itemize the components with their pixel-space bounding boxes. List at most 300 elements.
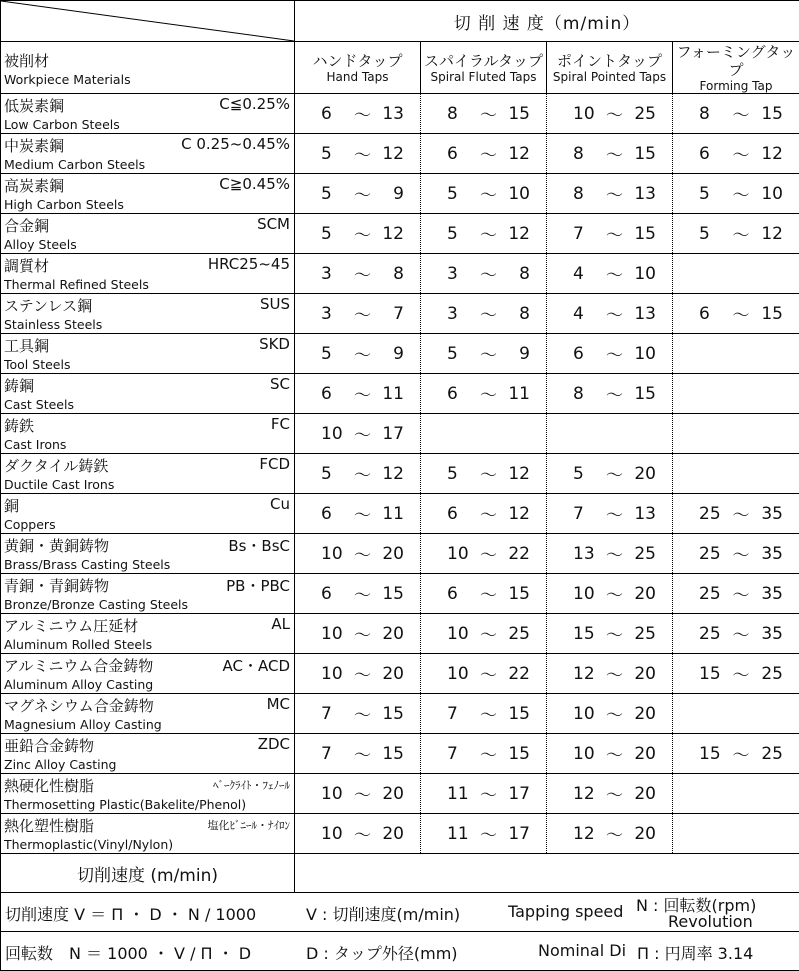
material-name-en: Zinc Alloy Casting xyxy=(4,757,116,772)
speed-max: 35 xyxy=(761,584,783,604)
range-tilde: ～ xyxy=(479,261,499,286)
material-name-jp: 鋳鋼 xyxy=(4,375,34,396)
speed-cell xyxy=(673,134,799,174)
speed-max: 12 xyxy=(508,144,530,164)
material-name-jp: 熱硬化性樹脂 xyxy=(4,775,94,796)
speed-min: 12 xyxy=(573,824,595,844)
speed-cell xyxy=(421,694,547,734)
range-tilde: ～ xyxy=(731,221,751,246)
material-cell xyxy=(1,134,295,174)
speed-min: 8 xyxy=(573,144,595,164)
range-tilde: ～ xyxy=(731,581,751,606)
speed-max: 12 xyxy=(508,464,530,484)
speed-min: 6 xyxy=(447,384,469,404)
material-name-en: Thermoplastic(Vinyl/Nylon) xyxy=(4,837,173,852)
speed-min: 10 xyxy=(447,664,469,684)
speed-cell xyxy=(295,374,421,414)
speed-max: 35 xyxy=(761,544,783,564)
material-name-en: Alloy Steels xyxy=(4,237,77,252)
speed-cell xyxy=(295,454,421,494)
range-tilde: ～ xyxy=(353,341,373,366)
speed-cell xyxy=(547,574,673,614)
speed-cell xyxy=(547,734,673,774)
speed-max: 15 xyxy=(508,104,530,124)
speed-cell xyxy=(421,614,547,654)
speed-min: 7 xyxy=(447,704,469,724)
range-tilde: ～ xyxy=(353,821,373,846)
range-tilde: ～ xyxy=(479,341,499,366)
speed-max: 15 xyxy=(761,304,783,324)
material-code: SCM xyxy=(257,215,290,233)
range-tilde: ～ xyxy=(353,781,373,806)
speed-max: 22 xyxy=(508,544,530,564)
speed-min: 5 xyxy=(321,224,343,244)
range-tilde: ～ xyxy=(731,741,751,766)
material-name-jp: 熱化塑性樹脂 xyxy=(4,815,94,836)
speed-min: 5 xyxy=(321,184,343,204)
speed-cell xyxy=(673,654,799,694)
material-cell xyxy=(1,734,295,774)
speed-cell xyxy=(295,214,421,254)
speed-max: 20 xyxy=(382,824,404,844)
material-code: AL xyxy=(271,615,290,633)
material-name-jp: 工具鋼 xyxy=(4,335,49,356)
range-tilde: ～ xyxy=(479,301,499,326)
material-name-jp: マグネシウム合金鋳物 xyxy=(4,695,154,716)
formula-revolution: Revolution xyxy=(668,912,753,931)
range-tilde: ～ xyxy=(353,541,373,566)
material-name-jp: ダクタイル鋳鉄 xyxy=(4,455,108,476)
speed-min: 15 xyxy=(573,624,595,644)
speed-max: 20 xyxy=(634,704,656,724)
speed-cell xyxy=(295,534,421,574)
range-tilde: ～ xyxy=(479,581,499,606)
range-tilde: ～ xyxy=(605,261,625,286)
table-row xyxy=(1,814,799,854)
speed-cell xyxy=(421,334,547,374)
speed-max: 13 xyxy=(634,304,656,324)
material-header-en: Workpiece Materials xyxy=(4,72,131,87)
speed-min: 10 xyxy=(447,544,469,564)
speed-min: 5 xyxy=(321,144,343,164)
speed-cell xyxy=(673,534,799,574)
material-name-en: Stainless Steels xyxy=(4,317,102,332)
speed-max: 11 xyxy=(382,504,404,524)
range-tilde: ～ xyxy=(479,821,499,846)
range-tilde: ～ xyxy=(731,661,751,686)
speed-max: 25 xyxy=(761,744,783,764)
column-header-jp: ポイントタップ xyxy=(547,52,672,70)
range-tilde: ～ xyxy=(353,501,373,526)
speed-max: 11 xyxy=(382,384,404,404)
speed-cell xyxy=(673,734,799,774)
material-name-jp: 亜鉛合金鋳物 xyxy=(4,735,94,756)
table-row xyxy=(1,374,799,414)
range-tilde: ～ xyxy=(605,621,625,646)
speed-max: 15 xyxy=(508,744,530,764)
range-tilde: ～ xyxy=(731,101,751,126)
speed-cell xyxy=(673,374,799,414)
material-cell xyxy=(1,534,295,574)
table-row xyxy=(1,694,799,734)
speed-cell xyxy=(547,214,673,254)
material-name-en: Medium Carbon Steels xyxy=(4,157,145,172)
column-header-2 xyxy=(421,42,547,94)
speed-max: 15 xyxy=(634,384,656,404)
speed-cell xyxy=(673,814,799,854)
speed-min: 3 xyxy=(321,264,343,284)
range-tilde: ～ xyxy=(353,741,373,766)
range-tilde: ～ xyxy=(479,221,499,246)
speed-min: 10 xyxy=(573,584,595,604)
speed-min: 15 xyxy=(699,664,721,684)
speed-min: 5 xyxy=(321,344,343,364)
speed-cell xyxy=(673,254,799,294)
speed-max: 13 xyxy=(634,184,656,204)
range-tilde: ～ xyxy=(479,701,499,726)
material-code: PB・PBC xyxy=(226,575,290,596)
speed-min: 11 xyxy=(447,784,469,804)
speed-max: 9 xyxy=(382,344,404,364)
speed-cell xyxy=(421,414,547,454)
table-row xyxy=(1,574,799,614)
speed-cell xyxy=(421,94,547,134)
material-cell xyxy=(1,214,295,254)
range-tilde: ～ xyxy=(353,381,373,406)
speed-cell xyxy=(421,654,547,694)
range-tilde: ～ xyxy=(605,381,625,406)
speed-max: 12 xyxy=(382,464,404,484)
speed-min: 6 xyxy=(573,344,595,364)
material-code: FC xyxy=(271,415,290,433)
formula-cell-1 xyxy=(1,893,799,932)
range-tilde: ～ xyxy=(479,461,499,486)
material-name-jp: 黄銅・黄銅鋳物 xyxy=(4,535,109,556)
speed-cell xyxy=(295,694,421,734)
range-tilde: ～ xyxy=(731,621,751,646)
formula-v-def: V : 切削速度(m/min) xyxy=(306,902,460,925)
speed-cell xyxy=(547,94,673,134)
speed-min: 5 xyxy=(573,464,595,484)
range-tilde: ～ xyxy=(605,661,625,686)
speed-max: 13 xyxy=(634,504,656,524)
speed-max: 20 xyxy=(382,784,404,804)
table-row xyxy=(1,134,799,174)
speed-cell xyxy=(295,94,421,134)
speed-min: 8 xyxy=(447,104,469,124)
range-tilde: ～ xyxy=(605,141,625,166)
formula-row-1 xyxy=(1,893,799,932)
material-code: ﾍﾞｰｸﾗｲﾄ・ﾌｪﾉｰﾙ xyxy=(213,777,290,793)
speed-cell xyxy=(547,294,673,334)
material-cell xyxy=(1,94,295,134)
speed-max: 15 xyxy=(761,104,783,124)
speed-cell xyxy=(673,174,799,214)
speed-max: 15 xyxy=(382,584,404,604)
speed-cell xyxy=(673,614,799,654)
speed-cell xyxy=(295,134,421,174)
range-tilde: ～ xyxy=(479,101,499,126)
speed-min: 6 xyxy=(447,584,469,604)
speed-max: 8 xyxy=(382,264,404,284)
speed-min: 12 xyxy=(573,664,595,684)
speed-max: 12 xyxy=(382,144,404,164)
table-row xyxy=(1,254,799,294)
range-tilde: ～ xyxy=(731,501,751,526)
speed-max: 20 xyxy=(382,624,404,644)
column-header-en: Spiral Fluted Taps xyxy=(421,70,546,84)
range-tilde: ～ xyxy=(353,181,373,206)
material-name-jp: アルミニウム圧延材 xyxy=(4,615,138,636)
speed-min: 5 xyxy=(447,464,469,484)
speed-max: 10 xyxy=(761,184,783,204)
speed-cell xyxy=(421,254,547,294)
speed-min: 11 xyxy=(447,824,469,844)
range-tilde: ～ xyxy=(353,221,373,246)
speed-cell xyxy=(295,494,421,534)
column-header-jp: スパイラルタップ xyxy=(421,52,546,70)
diagonal-corner-cell xyxy=(1,1,295,42)
speed-min: 6 xyxy=(699,304,721,324)
speed-cell xyxy=(547,494,673,534)
footer-label: 切削速度 (m/min) xyxy=(1,854,295,893)
speed-cell xyxy=(673,94,799,134)
speed-cell xyxy=(421,174,547,214)
speed-min: 10 xyxy=(321,664,343,684)
speed-cell xyxy=(421,814,547,854)
range-tilde: ～ xyxy=(353,621,373,646)
speed-cell xyxy=(421,294,547,334)
formula-speed: 切削速度 V ＝ Π ・ D ・ N / 1000 xyxy=(5,902,256,925)
speed-min: 5 xyxy=(321,464,343,484)
column-header-3 xyxy=(547,42,673,94)
footer-empty-cell xyxy=(295,854,799,893)
material-code: C 0.25~0.45% xyxy=(181,135,290,153)
material-cell xyxy=(1,174,295,214)
material-code: SC xyxy=(270,375,290,393)
speed-max: 20 xyxy=(634,464,656,484)
speed-max: 25 xyxy=(634,104,656,124)
table-row xyxy=(1,774,799,814)
speed-max: 12 xyxy=(761,224,783,244)
speed-max: 10 xyxy=(508,184,530,204)
speed-max: 20 xyxy=(382,544,404,564)
speed-min: 13 xyxy=(573,544,595,564)
speed-cell xyxy=(673,574,799,614)
speed-cell xyxy=(295,654,421,694)
material-code: C≦0.25% xyxy=(219,95,290,113)
speed-max: 25 xyxy=(508,624,530,644)
speed-cell xyxy=(547,174,673,214)
speed-cell xyxy=(421,494,547,534)
speed-max: 25 xyxy=(761,664,783,684)
material-cell xyxy=(1,414,295,454)
material-cell xyxy=(1,334,295,374)
speed-min: 8 xyxy=(573,184,595,204)
speed-cell xyxy=(547,254,673,294)
speed-max: 15 xyxy=(382,704,404,724)
range-tilde: ～ xyxy=(353,661,373,686)
speed-max: 20 xyxy=(634,784,656,804)
speed-min: 4 xyxy=(573,264,595,284)
speed-max: 20 xyxy=(634,584,656,604)
range-tilde: ～ xyxy=(605,821,625,846)
material-cell xyxy=(1,374,295,414)
speed-min: 25 xyxy=(699,504,721,524)
material-code: AC・ACD xyxy=(223,655,291,676)
column-header-jp: ハンドタップ xyxy=(295,52,420,70)
speed-cell xyxy=(547,134,673,174)
speed-cell xyxy=(421,734,547,774)
speed-max: 9 xyxy=(382,184,404,204)
speed-cell xyxy=(295,294,421,334)
material-name-jp: 高炭素鋼 xyxy=(4,175,64,196)
table-row xyxy=(1,334,799,374)
material-name-jp: アルミニウム合金鋳物 xyxy=(4,655,153,676)
speed-min: 7 xyxy=(321,704,343,724)
range-tilde: ～ xyxy=(731,541,751,566)
speed-cell xyxy=(673,414,799,454)
range-tilde: ～ xyxy=(605,701,625,726)
speed-cell xyxy=(295,254,421,294)
speed-cell xyxy=(547,414,673,454)
speed-cell xyxy=(421,374,547,414)
material-cell xyxy=(1,574,295,614)
formula-nominal-di: Nominal Di xyxy=(538,941,626,960)
material-name-jp: 中炭素鋼 xyxy=(4,135,64,156)
range-tilde: ～ xyxy=(605,301,625,326)
speed-min: 5 xyxy=(447,344,469,364)
speed-min: 6 xyxy=(447,504,469,524)
column-header-en: Spiral Pointed Taps xyxy=(547,70,672,84)
speed-cell xyxy=(547,814,673,854)
speed-min: 6 xyxy=(321,584,343,604)
material-name-jp: 青銅・青銅鋳物 xyxy=(4,575,109,596)
speed-max: 22 xyxy=(508,664,530,684)
speed-cell xyxy=(673,494,799,534)
speed-max: 15 xyxy=(634,144,656,164)
speed-max: 35 xyxy=(761,624,783,644)
speed-min: 10 xyxy=(321,624,343,644)
table-row xyxy=(1,174,799,214)
speed-min: 10 xyxy=(447,624,469,644)
speed-cell xyxy=(421,454,547,494)
range-tilde: ～ xyxy=(479,541,499,566)
table-row xyxy=(1,734,799,774)
material-name-jp: 銅 xyxy=(4,495,19,516)
material-code: SUS xyxy=(260,295,290,313)
speed-min: 5 xyxy=(699,224,721,244)
table-row xyxy=(1,534,799,574)
speed-min: 25 xyxy=(699,584,721,604)
speed-cell xyxy=(673,214,799,254)
speed-max: 11 xyxy=(508,384,530,404)
speed-max: 15 xyxy=(508,704,530,724)
range-tilde: ～ xyxy=(479,381,499,406)
speed-min: 6 xyxy=(447,144,469,164)
material-cell xyxy=(1,254,295,294)
speed-max: 7 xyxy=(382,304,404,324)
range-tilde: ～ xyxy=(353,581,373,606)
range-tilde: ～ xyxy=(353,101,373,126)
speed-max: 20 xyxy=(634,824,656,844)
material-name-en: Thermal Refined Steels xyxy=(4,277,149,292)
formula-n-def: N : 回転数(rpm) xyxy=(636,893,756,916)
range-tilde: ～ xyxy=(353,261,373,286)
speed-min: 4 xyxy=(573,304,595,324)
material-name-en: High Carbon Steels xyxy=(4,197,124,212)
range-tilde: ～ xyxy=(353,141,373,166)
material-code: C≧0.45% xyxy=(219,175,290,193)
speed-min: 10 xyxy=(321,424,343,444)
material-name-jp: 調質材 xyxy=(4,255,49,276)
speed-min: 15 xyxy=(699,744,721,764)
speed-min: 7 xyxy=(447,744,469,764)
formula-tapping-speed: Tapping speed xyxy=(508,902,623,921)
speed-max: 25 xyxy=(634,624,656,644)
speed-cell xyxy=(421,574,547,614)
speed-cell xyxy=(547,614,673,654)
speed-min: 7 xyxy=(321,744,343,764)
material-cell xyxy=(1,774,295,814)
material-code: Bs・BsC xyxy=(228,535,290,556)
range-tilde: ～ xyxy=(353,701,373,726)
table-row xyxy=(1,214,799,254)
material-cell xyxy=(1,814,295,854)
column-header-en: Forming Tap xyxy=(673,79,799,93)
material-name-en: Cast Irons xyxy=(4,437,66,452)
table-row xyxy=(1,654,799,694)
speed-cell xyxy=(673,774,799,814)
speed-cell xyxy=(547,774,673,814)
formula-rpm: 回転数 N ＝ 1000 ・ V / Π ・ D xyxy=(5,941,251,964)
material-cell xyxy=(1,294,295,334)
speed-max: 9 xyxy=(508,344,530,364)
material-name-jp: 低炭素鋼 xyxy=(4,95,64,116)
speed-min: 7 xyxy=(573,224,595,244)
speed-cell xyxy=(547,534,673,574)
speed-cell xyxy=(295,574,421,614)
material-name-jp: ステンレス鋼 xyxy=(4,295,92,316)
speed-min: 6 xyxy=(321,384,343,404)
formula-row-2 xyxy=(1,932,799,971)
speed-cell xyxy=(421,134,547,174)
material-name-en: Bronze/Bronze Casting Steels xyxy=(4,597,188,612)
material-cell xyxy=(1,694,295,734)
column-header-1 xyxy=(295,42,421,94)
speed-min: 10 xyxy=(321,824,343,844)
speed-max: 17 xyxy=(508,784,530,804)
material-cell xyxy=(1,454,295,494)
material-code: FCD xyxy=(259,455,290,473)
speed-max: 10 xyxy=(634,264,656,284)
range-tilde: ～ xyxy=(479,741,499,766)
speed-min: 8 xyxy=(699,104,721,124)
material-name-jp: 鋳鉄 xyxy=(4,415,34,436)
speed-max: 12 xyxy=(761,144,783,164)
formula-d-def: D : タップ外径(mm) xyxy=(306,941,458,964)
material-code: MC xyxy=(267,695,290,713)
speed-cell xyxy=(295,734,421,774)
speed-max: 12 xyxy=(382,224,404,244)
range-tilde: ～ xyxy=(479,141,499,166)
speed-max: 35 xyxy=(761,504,783,524)
speed-max: 15 xyxy=(634,224,656,244)
range-tilde: ～ xyxy=(605,541,625,566)
speed-min: 5 xyxy=(447,184,469,204)
range-tilde: ～ xyxy=(479,781,499,806)
column-header-jp: フォーミングタップ xyxy=(673,43,799,79)
